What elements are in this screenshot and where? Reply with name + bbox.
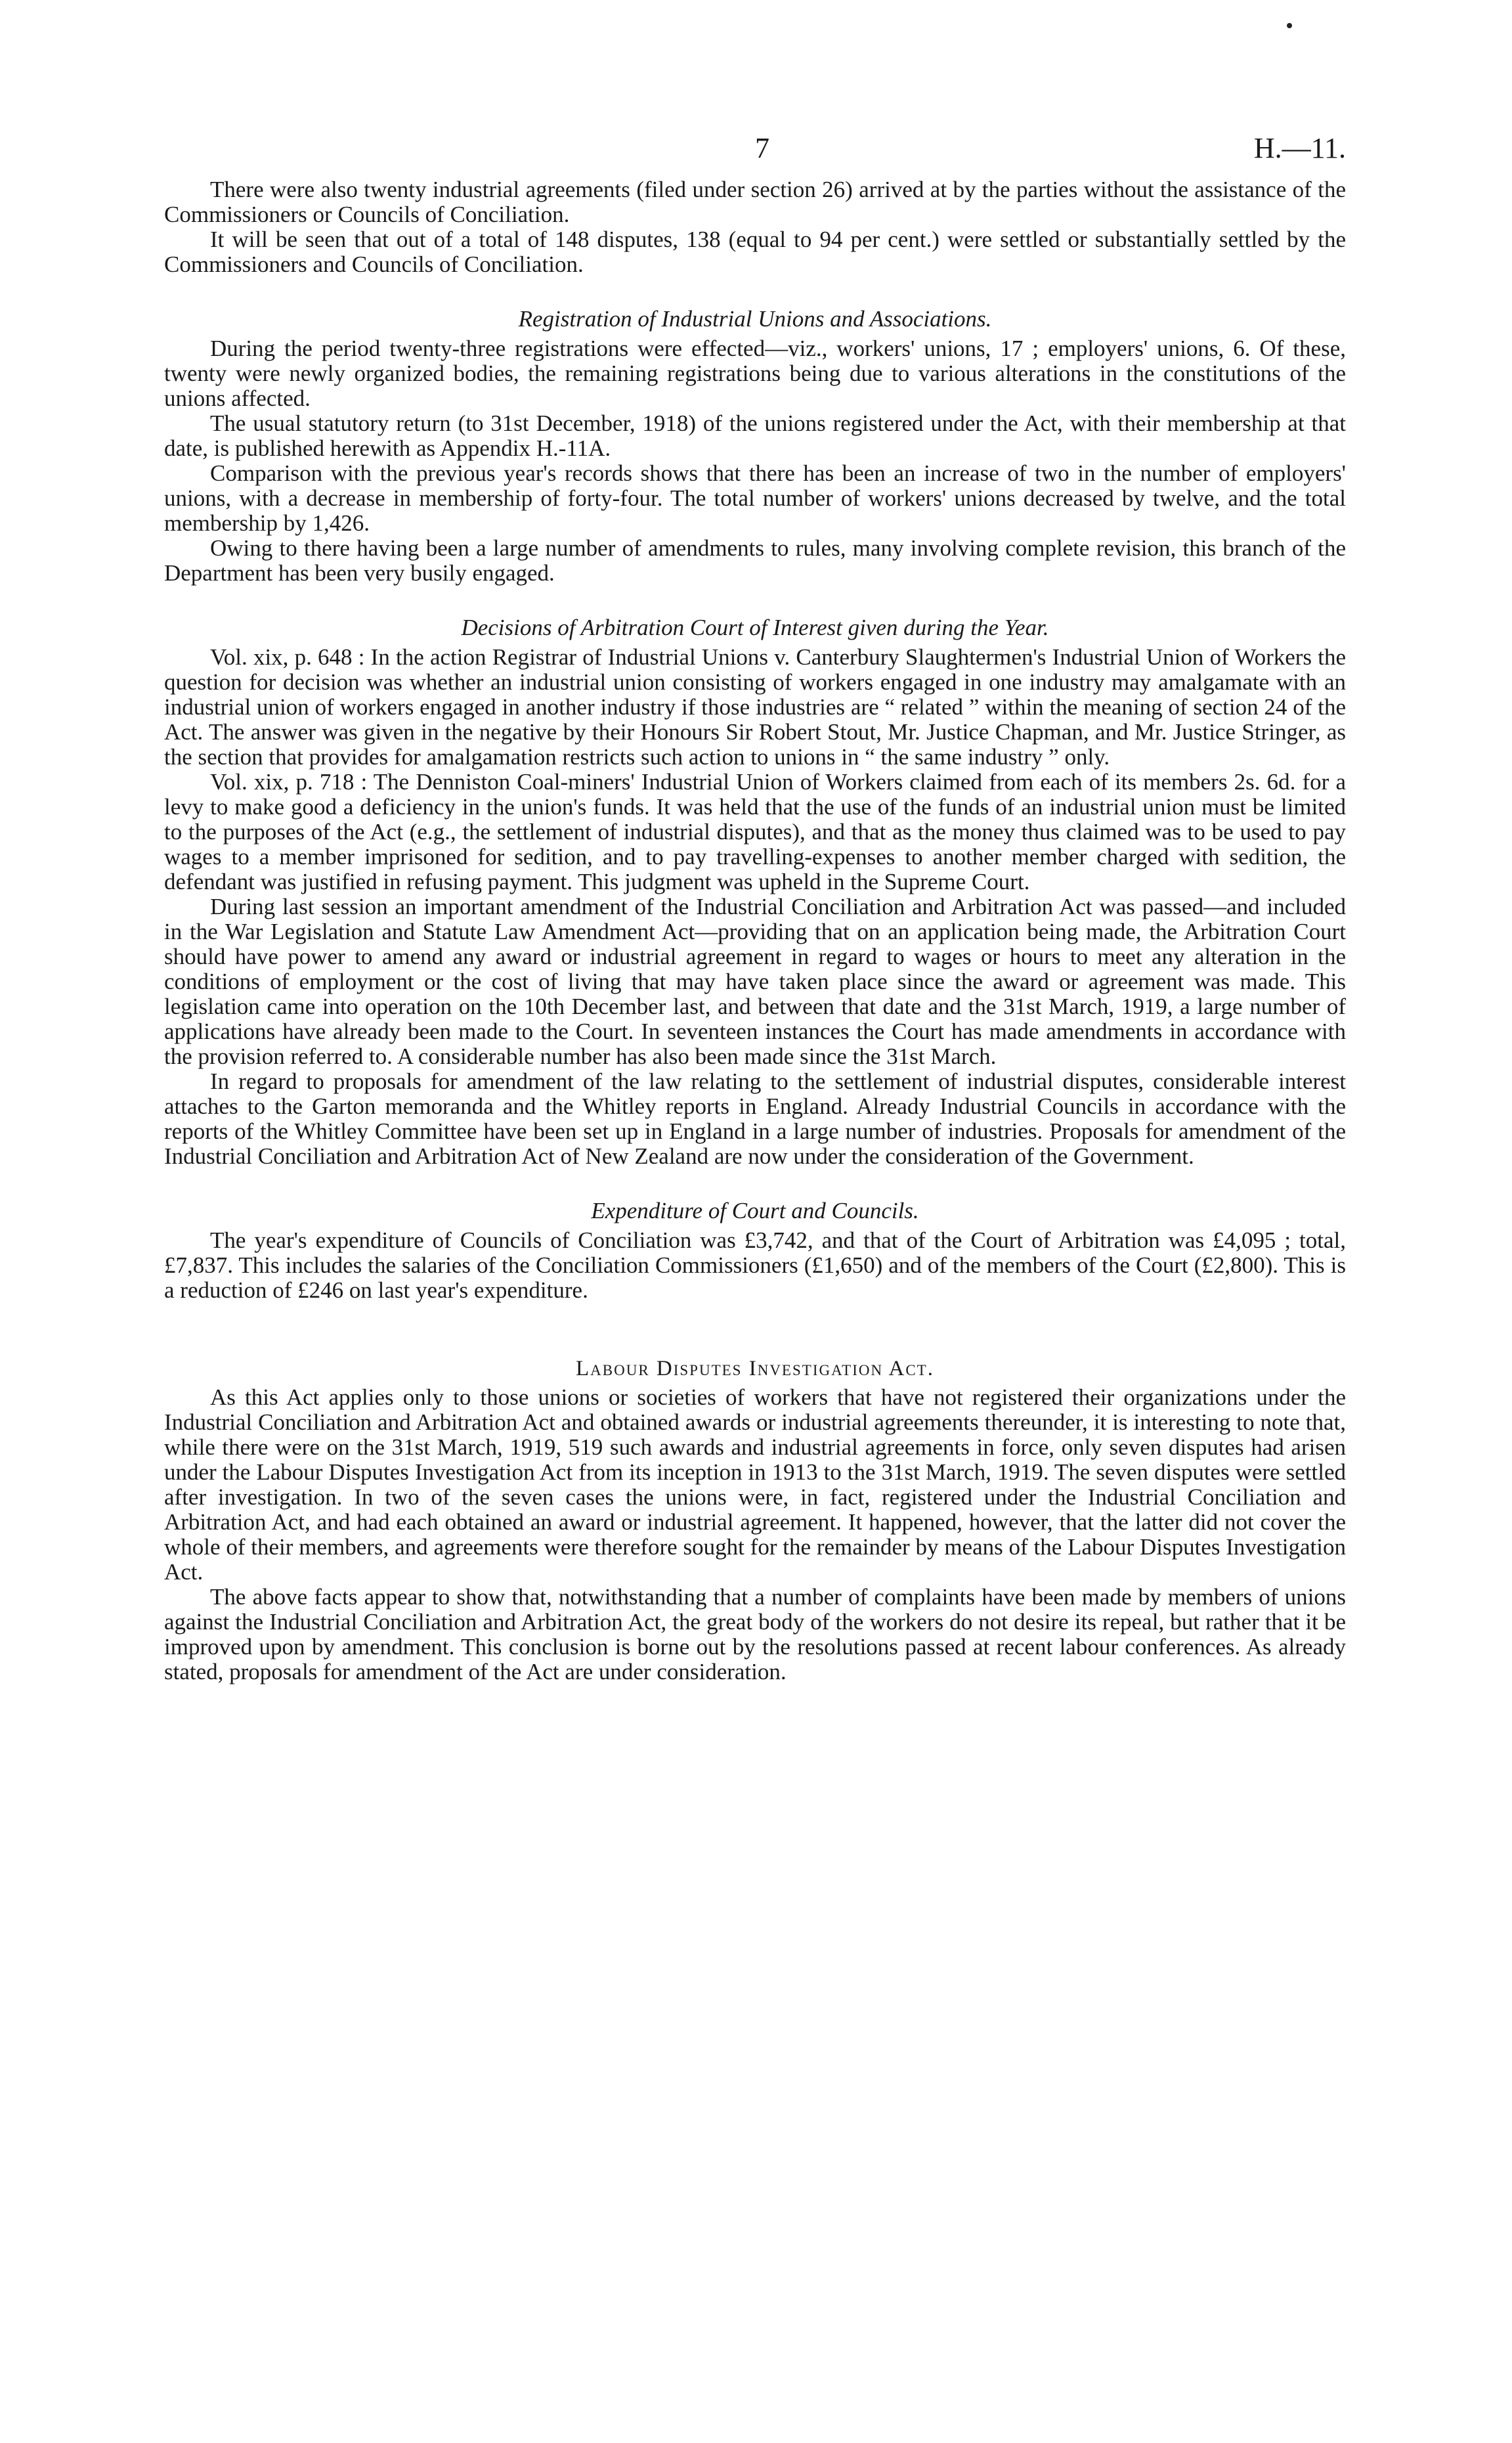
document-page bbox=[164, 131, 1346, 1684]
labour-disputes-paragraph-2: The above facts appear to show that, notwithstanding that a number of complaints have been made by members of unions against the Industrial Conciliation and Arbitration Act, the great body of the workers do not desire its repeal, but rather that it be improved upon by amendment. This conclusion is borne out by the resolutions passed at recent labour conferences. As already stated, proposals for amendment of the Act are under consideration. bbox=[164, 1584, 1346, 1684]
decisions-paragraph-3: During last session an important amendment of the Industrial Conciliation and Arbitration Act was passed—and included in the War Legislation and Statute Law Amendment Act—providing that on an application being made, the Arbitration Court should have power to amend any award or industrial agreement in regard to wages or hours to meet any alteration in the conditions of employment or the cost of living that may have taken place since the award or agreement was made. This legislation came into operation on the 10th December last, and between that date and the 31st March, 1919, a large number of applications have already been made to the Court. In seventeen instances the Court has made amendments in accordance with the provision referred to. A considerable number has also been made since the 31st March. bbox=[164, 894, 1346, 1069]
page-header bbox=[164, 131, 1346, 177]
decisions-paragraph-1: Vol. xix, p. 648 : In the action Registrar of Industrial Unions v. Canterbury Slaughtermen's Industrial Union of Workers the question for decision was whether an industrial union consisting of workers engaged in one industry may amalgamate with an industrial union of workers engaged in another industry if those industries are “ related ” within the meaning of section 24 of the Act. The answer was given in the negative by their Honours Sir Robert Stout, Mr. Justice Chapman, and Mr. Justice Stringer, as the section that provides for amalgamation restricts such action to unions in “ the same industry ” only. bbox=[164, 644, 1346, 770]
labour-disputes-heading: Labour Disputes Investigation Act. bbox=[575, 1357, 934, 1380]
intro-section bbox=[164, 177, 1346, 277]
scan-mark bbox=[1287, 23, 1292, 28]
decisions-heading: Decisions of Arbitration Court of Interest given during the Year. bbox=[461, 615, 1049, 640]
registration-paragraph-3: Comparison with the previous year's records shows that there has been an increase of two in the number of employers' unions, with a decrease in membership of forty-four. The total number of workers' unions decreased by twelve, and the total membership by 1,426. bbox=[164, 460, 1346, 536]
decisions-section bbox=[164, 615, 1346, 1169]
expenditure-paragraph-1: The year's expenditure of Councils of Conciliation was £3,742, and that of the Court of Arbitration was £4,095 ; total, £7,837. This includes the salaries of the Conciliation Commissioners (£1,650) and of the members of the Court (£2,800). This is a reduction of £246 on last year's expenditure. bbox=[164, 1227, 1346, 1303]
page-number: 7 bbox=[755, 132, 769, 164]
registration-paragraph-1: During the period twenty-three registrations were effected—viz., workers' unions, 17 ; employers' unions, 6. Of these, twenty were newly organized bodies, the remaining registrations being due to various alterations in the constitutions of the unions affected. bbox=[164, 336, 1346, 411]
decisions-paragraph-2: Vol. xix, p. 718 : The Denniston Coal-miners' Industrial Union of Workers claimed from each of its members 2s. 6d. for a levy to make good a deficiency in the union's funds. It was held that the use of the funds of an industrial union must be limited to the purposes of the Act (e.g., the settlement of industrial disputes), and that as the money thus claimed was to be used to pay wages to a member imprisoned for sedition, and to pay travelling-expenses to another member charged with sedition, the defendant was justified in refusing payment. This judgment was upheld in the Supreme Court. bbox=[164, 769, 1346, 894]
registration-paragraph-2: The usual statutory return (to 31st December, 1918) of the unions registered under the Act, with their membership at that date, is published herewith as Appendix H.-11A. bbox=[164, 410, 1346, 461]
labour-disputes-section bbox=[164, 1357, 1346, 1684]
registration-paragraph-4: Owing to there having been a large number of amendments to rules, many involving complete revision, this branch of the Department has been very busily engaged. bbox=[164, 535, 1346, 586]
decisions-paragraph-4: In regard to proposals for amendment of the law relating to the settlement of industrial disputes, considerable interest attaches to the Garton memoranda and the Whitley reports in England. Already Industrial Councils in accordance with the reports of the Whitley Committee have been set up in England in a large number of industries. Proposals for amendment of the Industrial Conciliation and Arbitration Act of New Zealand are now under the consideration of the Government. bbox=[164, 1068, 1346, 1169]
intro-paragraph-2: It will be seen that out of a total of 148 disputes, 138 (equal to 94 per cent.) were settled or substantially settled by the Commissioners and Councils of Conciliation. bbox=[164, 227, 1346, 277]
document-reference: H.—11. bbox=[1253, 132, 1346, 164]
expenditure-section bbox=[164, 1198, 1346, 1303]
labour-disputes-paragraph-1: As this Act applies only to those unions or societies of workers that have not registered their organizations under the Industrial Conciliation and Arbitration Act and obtained awards or industrial agreements thereunder, it is interesting to note that, while there were on the 31st March, 1919, 519 such awards and industrial agreements in force, only seven disputes had arisen under the Labour Disputes Investigation Act from its inception in 1913 to the 31st March, 1919. The seven disputes were settled after investigation. In two of the seven cases the unions were, in fact, registered under the Industrial Conciliation and Arbitration Act, and had each obtained an award or industrial agreement. It happened, however, that the latter did not cover the whole of their members, and agreements were therefore sought for the remainder by means of the Labour Disputes Investigation Act. bbox=[164, 1384, 1346, 1585]
registration-section bbox=[164, 306, 1346, 586]
expenditure-heading: Expenditure of Court and Councils. bbox=[591, 1198, 919, 1223]
intro-paragraph-1: There were also twenty industrial agreements (filed under section 26) arrived at by the parties without the assistance of the Commissioners or Councils of Conciliation. bbox=[164, 177, 1346, 227]
registration-heading: Registration of Industrial Unions and Associations. bbox=[518, 306, 992, 332]
